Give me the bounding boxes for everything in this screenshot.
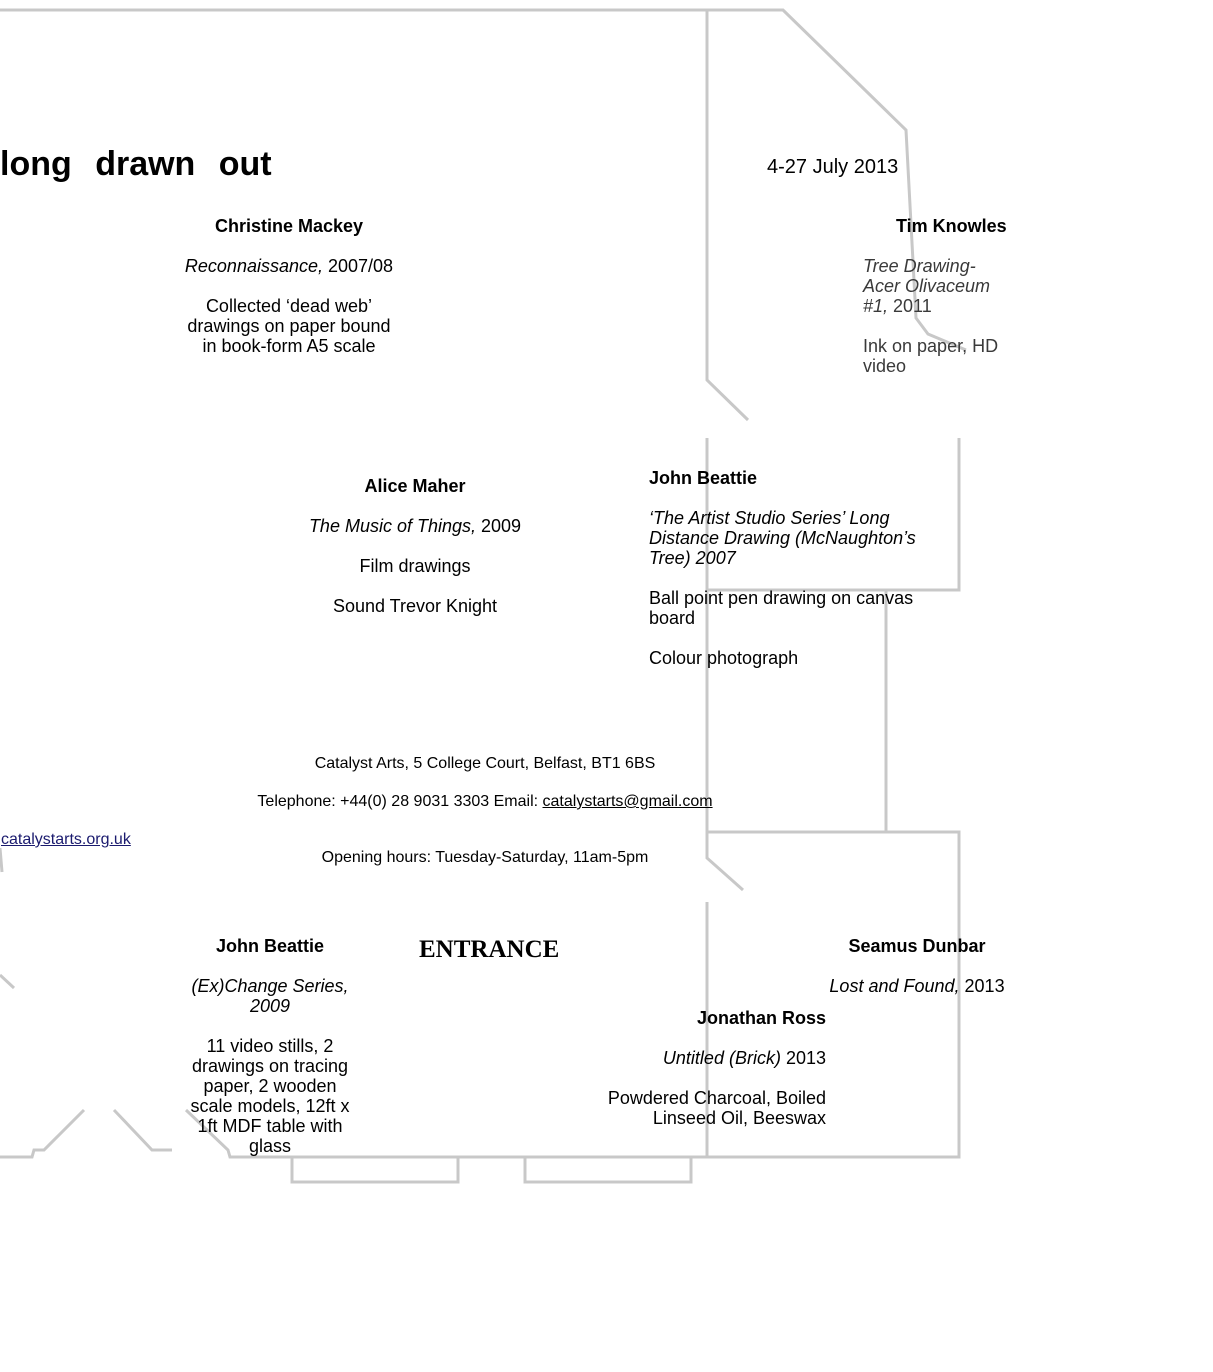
email-link[interactable]: catalystarts@gmail.com [542,793,713,810]
bottom-wall-2 [114,1110,172,1150]
artist-alice-maher: Alice Maher [364,476,466,496]
work-title: Lost and Found, [829,976,960,996]
artist-john-beattie: John Beattie [649,468,758,488]
work-music-of-things [290,516,540,536]
exhibition-dates: 4-27 July 2013 [767,156,899,178]
work-lost-and-found [807,976,1027,996]
desc-line: 11 video stills, 2 [206,1036,334,1056]
entrance-step-right [525,1157,691,1182]
website-link[interactable]: catalystarts.org.uk [1,831,131,848]
work-year: 2013 [780,1048,826,1068]
artist-christine-mackey: Christine Mackey [214,216,364,236]
artist-tim-knowles: Tim Knowles [896,216,1007,236]
desc-line: drawings on tracing [191,1056,349,1076]
work-year: 2007/08 [323,256,394,276]
venue-phone: Telephone: +44(0) 28 9031 3303 Email: [257,793,543,810]
work-tree-drawing-year [863,296,932,316]
desc-line: Linseed Oil, Beeswax [652,1108,826,1128]
left-stub [0,848,2,872]
work-last: #1, [863,296,889,316]
exhibition-title: long drawn out [0,145,272,183]
desc-line: Ink on paper, HD [863,336,999,356]
desc-line: scale models, 12ft x [190,1096,350,1116]
work-untitled-brick [560,1048,826,1068]
work-desc: Film drawings [359,556,471,576]
work-line: Distance Drawing (McNaughton’s [649,528,916,548]
work-line: ‘The Artist Studio Series’ Long [649,508,890,528]
work-title: Reconnaissance, [184,256,323,276]
artist-john-beattie-2: John Beattie [215,936,325,956]
entrance-step-left [292,1157,458,1182]
artist-seamus-dunbar: Seamus Dunbar [848,936,986,956]
desc-line: glass [248,1136,292,1156]
work-year: 2013 [959,976,1005,996]
desc-line: Powdered Charcoal, Boiled [607,1088,826,1108]
desc-line: in book-form A5 scale [202,336,376,356]
venue-contact [200,793,770,811]
work-sound: Sound Trevor Knight [332,596,498,616]
desc-line: Ball point pen drawing on canvas [649,588,914,608]
work-title: Untitled (Brick) [662,1048,781,1068]
desc-line: 1ft MDF table with [197,1116,343,1136]
desc-line: board [649,608,696,628]
website-fragment [1,831,131,849]
central-divider-upper [707,10,748,420]
work-line: (Ex)Change Series, [191,976,349,996]
venue-address: Catalyst Arts, 5 College Court, Belfast, BT1 6BS [314,755,656,772]
desc-colour-photograph: Colour photograph [649,648,799,668]
work-line: 2009 [249,996,291,1016]
desc-line: Collected ‘dead web’ [205,296,373,316]
desc-line: video [863,356,907,376]
work-line: Tree Drawing- [863,256,976,276]
work-year: 2011 [888,296,932,316]
work-title: The Music of Things, [308,516,476,536]
artist-jonathan-ross: Jonathan Ross [696,1008,826,1028]
work-line: Acer Olivaceum [863,276,991,296]
work-year: 2009 [476,516,522,536]
desc-line: drawings on paper bound [187,316,391,336]
entrance-label: ENTRANCE [419,936,560,963]
bottom-wall [0,1110,84,1157]
left-diagonal [0,975,14,988]
central-divider-lower [707,590,743,890]
venue-hours: Opening hours: Tuesday-Saturday, 11am-5pm [321,849,649,866]
work-line: Tree) 2007 [649,548,736,568]
work-reconnaissance [170,256,408,276]
desc-line: paper, 2 wooden [203,1076,337,1096]
right-room-outer-wall [886,438,959,590]
